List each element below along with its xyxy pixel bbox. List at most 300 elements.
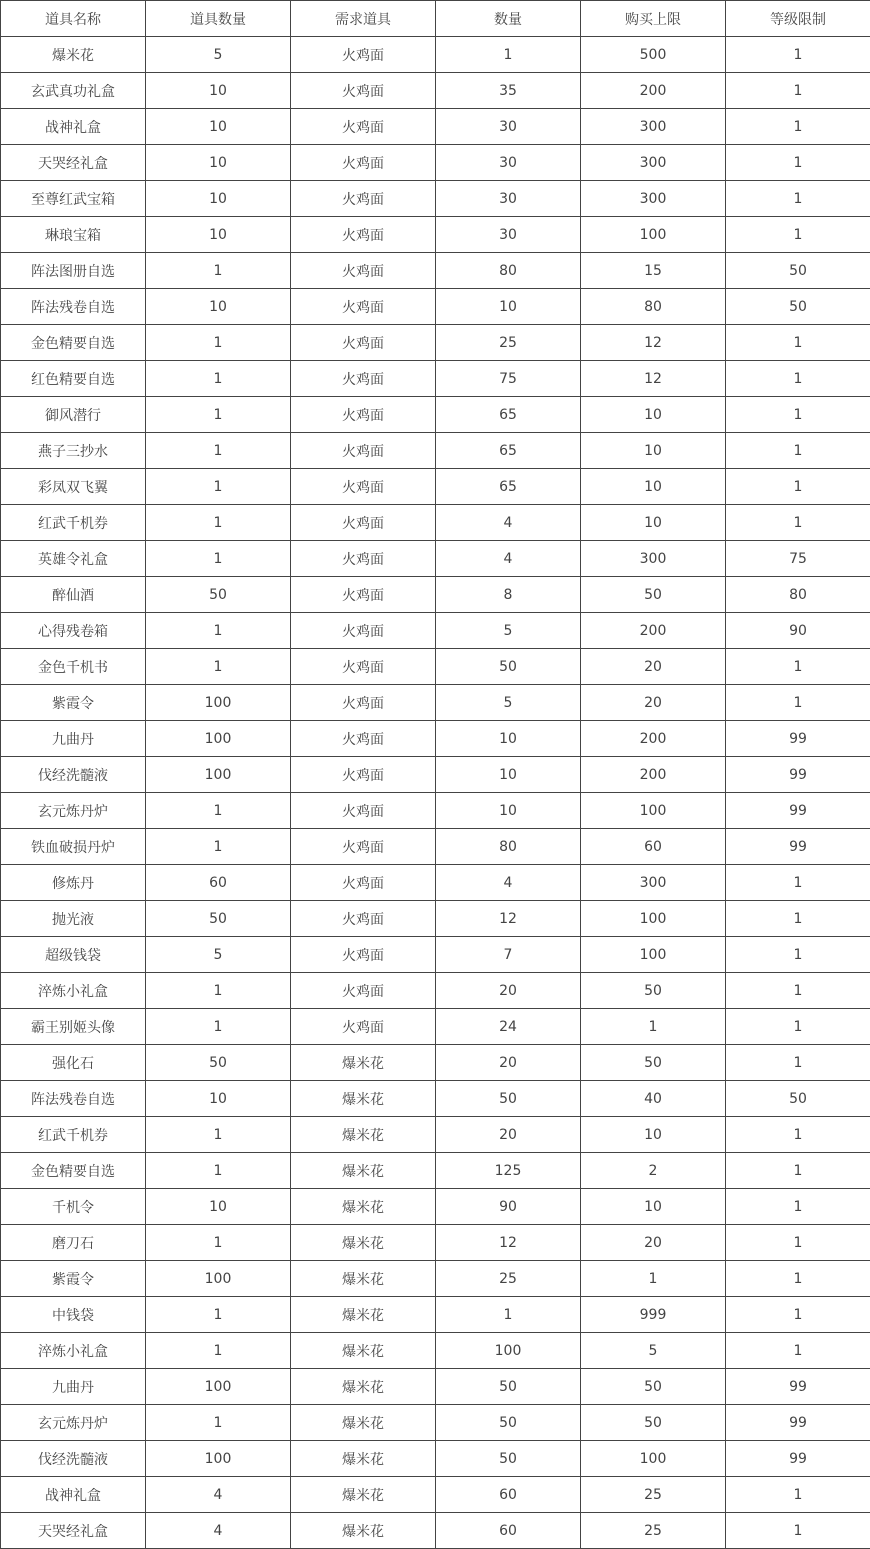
cell-item-quantity: 100 [146, 721, 291, 757]
cell-required-quantity: 20 [436, 973, 581, 1009]
cell-purchase-limit: 5 [581, 1333, 726, 1369]
cell-item-name: 红武千机券 [1, 505, 146, 541]
cell-item-name: 战神礼盒 [1, 1477, 146, 1513]
table-row [1, 325, 870, 361]
cell-purchase-limit: 200 [581, 721, 726, 757]
cell-level-requirement: 1 [726, 361, 870, 397]
cell-item-quantity: 1 [146, 361, 291, 397]
cell-item-name: 红武千机券 [1, 1117, 146, 1153]
cell-level-requirement: 1 [726, 901, 870, 937]
table-row [1, 505, 870, 541]
table-row [1, 973, 870, 1009]
cell-item-quantity: 10 [146, 1189, 291, 1225]
cell-level-requirement: 1 [726, 1333, 870, 1369]
cell-item-name: 磨刀石 [1, 1225, 146, 1261]
table-body [1, 37, 870, 1549]
cell-item-quantity: 4 [146, 1477, 291, 1513]
header-purchase-limit: 购买上限 [581, 1, 726, 37]
cell-purchase-limit: 40 [581, 1081, 726, 1117]
table-row [1, 1261, 870, 1297]
cell-purchase-limit: 10 [581, 1189, 726, 1225]
cell-purchase-limit: 300 [581, 181, 726, 217]
cell-required-item: 爆米花 [291, 1513, 436, 1549]
cell-required-quantity: 4 [436, 865, 581, 901]
cell-item-name: 金色千机书 [1, 649, 146, 685]
cell-purchase-limit: 12 [581, 361, 726, 397]
cell-level-requirement: 80 [726, 577, 870, 613]
cell-level-requirement: 1 [726, 217, 870, 253]
cell-level-requirement: 99 [726, 721, 870, 757]
cell-level-requirement: 1 [726, 145, 870, 181]
cell-level-requirement: 1 [726, 649, 870, 685]
cell-level-requirement: 1 [726, 1117, 870, 1153]
header-level-requirement: 等级限制 [726, 1, 870, 37]
cell-required-quantity: 4 [436, 541, 581, 577]
table-row [1, 217, 870, 253]
cell-required-quantity: 30 [436, 109, 581, 145]
table-row [1, 145, 870, 181]
cell-required-item: 火鸡面 [291, 685, 436, 721]
cell-item-name: 中钱袋 [1, 1297, 146, 1333]
cell-item-name: 阵法残卷自选 [1, 289, 146, 325]
cell-item-quantity: 1 [146, 1225, 291, 1261]
cell-purchase-limit: 1 [581, 1009, 726, 1045]
cell-required-quantity: 10 [436, 793, 581, 829]
cell-item-quantity: 1 [146, 397, 291, 433]
cell-required-item: 火鸡面 [291, 469, 436, 505]
cell-item-name: 醉仙酒 [1, 577, 146, 613]
cell-required-item: 火鸡面 [291, 109, 436, 145]
cell-item-quantity: 1 [146, 469, 291, 505]
cell-purchase-limit: 1 [581, 1261, 726, 1297]
cell-required-item: 爆米花 [291, 1225, 436, 1261]
cell-required-item: 火鸡面 [291, 397, 436, 433]
cell-level-requirement: 50 [726, 253, 870, 289]
cell-item-quantity: 100 [146, 685, 291, 721]
cell-required-item: 火鸡面 [291, 145, 436, 181]
cell-required-item: 爆米花 [291, 1405, 436, 1441]
table-row [1, 1225, 870, 1261]
cell-item-name: 战神礼盒 [1, 109, 146, 145]
cell-level-requirement: 1 [726, 109, 870, 145]
cell-item-quantity: 1 [146, 1117, 291, 1153]
table-row [1, 1333, 870, 1369]
cell-required-quantity: 12 [436, 1225, 581, 1261]
cell-item-name: 修炼丹 [1, 865, 146, 901]
cell-required-quantity: 60 [436, 1477, 581, 1513]
cell-level-requirement: 1 [726, 397, 870, 433]
cell-item-quantity: 1 [146, 253, 291, 289]
cell-required-quantity: 8 [436, 577, 581, 613]
cell-item-name: 金色精要自选 [1, 325, 146, 361]
cell-item-quantity: 1 [146, 1153, 291, 1189]
cell-required-item: 火鸡面 [291, 649, 436, 685]
cell-level-requirement: 99 [726, 1369, 870, 1405]
cell-item-name: 阵法图册自选 [1, 253, 146, 289]
cell-purchase-limit: 100 [581, 793, 726, 829]
cell-level-requirement: 1 [726, 1513, 870, 1549]
cell-item-name: 淬炼小礼盒 [1, 1333, 146, 1369]
table-row [1, 469, 870, 505]
cell-required-item: 火鸡面 [291, 289, 436, 325]
cell-required-item: 火鸡面 [291, 505, 436, 541]
cell-required-item: 火鸡面 [291, 181, 436, 217]
cell-purchase-limit: 80 [581, 289, 726, 325]
cell-level-requirement: 99 [726, 1441, 870, 1477]
cell-level-requirement: 1 [726, 1009, 870, 1045]
cell-required-quantity: 100 [436, 1333, 581, 1369]
cell-item-name: 天哭经礼盒 [1, 145, 146, 181]
cell-required-item: 火鸡面 [291, 865, 436, 901]
cell-required-item: 火鸡面 [291, 757, 436, 793]
cell-item-name: 天哭经礼盒 [1, 1513, 146, 1549]
table-row [1, 685, 870, 721]
cell-required-quantity: 50 [436, 649, 581, 685]
cell-item-name: 阵法残卷自选 [1, 1081, 146, 1117]
cell-purchase-limit: 100 [581, 217, 726, 253]
cell-required-item: 爆米花 [291, 1477, 436, 1513]
cell-purchase-limit: 25 [581, 1513, 726, 1549]
cell-required-quantity: 4 [436, 505, 581, 541]
cell-purchase-limit: 10 [581, 469, 726, 505]
cell-required-item: 火鸡面 [291, 253, 436, 289]
cell-item-quantity: 1 [146, 505, 291, 541]
cell-purchase-limit: 50 [581, 577, 726, 613]
table-row [1, 1405, 870, 1441]
cell-purchase-limit: 500 [581, 37, 726, 73]
table-row [1, 1297, 870, 1333]
table-row [1, 613, 870, 649]
table-row [1, 541, 870, 577]
cell-required-quantity: 50 [436, 1081, 581, 1117]
cell-purchase-limit: 200 [581, 73, 726, 109]
table-row [1, 1045, 870, 1081]
cell-required-item: 爆米花 [291, 1189, 436, 1225]
table-row [1, 721, 870, 757]
cell-item-name: 英雄令礼盒 [1, 541, 146, 577]
cell-required-quantity: 80 [436, 253, 581, 289]
cell-level-requirement: 1 [726, 73, 870, 109]
table-row [1, 37, 870, 73]
cell-item-quantity: 10 [146, 217, 291, 253]
cell-required-quantity: 90 [436, 1189, 581, 1225]
cell-required-quantity: 1 [436, 1297, 581, 1333]
cell-item-name: 玄元炼丹炉 [1, 793, 146, 829]
cell-purchase-limit: 12 [581, 325, 726, 361]
cell-item-quantity: 1 [146, 541, 291, 577]
cell-item-quantity: 50 [146, 1045, 291, 1081]
cell-required-item: 爆米花 [291, 1045, 436, 1081]
cell-item-quantity: 100 [146, 1441, 291, 1477]
cell-required-quantity: 10 [436, 757, 581, 793]
cell-purchase-limit: 2 [581, 1153, 726, 1189]
cell-level-requirement: 1 [726, 685, 870, 721]
cell-required-quantity: 24 [436, 1009, 581, 1045]
cell-required-quantity: 25 [436, 325, 581, 361]
cell-required-quantity: 12 [436, 901, 581, 937]
table-row [1, 109, 870, 145]
cell-item-quantity: 50 [146, 577, 291, 613]
cell-item-quantity: 1 [146, 829, 291, 865]
cell-level-requirement: 75 [726, 541, 870, 577]
header-required-quantity: 数量 [436, 1, 581, 37]
cell-item-name: 紫霞令 [1, 685, 146, 721]
cell-required-item: 火鸡面 [291, 541, 436, 577]
cell-level-requirement: 1 [726, 937, 870, 973]
cell-level-requirement: 1 [726, 505, 870, 541]
table-row [1, 1513, 870, 1549]
cell-purchase-limit: 15 [581, 253, 726, 289]
table-row [1, 865, 870, 901]
cell-item-quantity: 4 [146, 1513, 291, 1549]
cell-level-requirement: 1 [726, 1189, 870, 1225]
cell-required-quantity: 30 [436, 145, 581, 181]
table-row [1, 1477, 870, 1513]
cell-required-quantity: 10 [436, 721, 581, 757]
cell-purchase-limit: 10 [581, 1117, 726, 1153]
cell-item-quantity: 1 [146, 649, 291, 685]
cell-required-item: 火鸡面 [291, 937, 436, 973]
cell-required-quantity: 75 [436, 361, 581, 397]
cell-level-requirement: 1 [726, 973, 870, 1009]
cell-purchase-limit: 10 [581, 505, 726, 541]
cell-level-requirement: 50 [726, 1081, 870, 1117]
cell-purchase-limit: 300 [581, 109, 726, 145]
header-item-quantity: 道具数量 [146, 1, 291, 37]
cell-purchase-limit: 999 [581, 1297, 726, 1333]
cell-item-quantity: 60 [146, 865, 291, 901]
cell-required-item: 火鸡面 [291, 325, 436, 361]
cell-item-quantity: 1 [146, 1333, 291, 1369]
cell-level-requirement: 90 [726, 613, 870, 649]
table-row [1, 73, 870, 109]
cell-level-requirement: 1 [726, 1477, 870, 1513]
cell-required-item: 爆米花 [291, 1153, 436, 1189]
table-row [1, 1009, 870, 1045]
cell-item-quantity: 1 [146, 433, 291, 469]
cell-item-quantity: 10 [146, 109, 291, 145]
cell-level-requirement: 1 [726, 1153, 870, 1189]
cell-item-name: 至尊红武宝箱 [1, 181, 146, 217]
cell-item-name: 爆米花 [1, 37, 146, 73]
cell-purchase-limit: 10 [581, 397, 726, 433]
cell-item-name: 千机令 [1, 1189, 146, 1225]
cell-level-requirement: 1 [726, 325, 870, 361]
header-required-item: 需求道具 [291, 1, 436, 37]
cell-required-item: 火鸡面 [291, 721, 436, 757]
cell-level-requirement: 99 [726, 829, 870, 865]
table-row [1, 1117, 870, 1153]
cell-required-quantity: 30 [436, 181, 581, 217]
cell-item-quantity: 1 [146, 1297, 291, 1333]
cell-item-name: 九曲丹 [1, 721, 146, 757]
cell-required-quantity: 20 [436, 1117, 581, 1153]
cell-purchase-limit: 50 [581, 1405, 726, 1441]
table-row [1, 757, 870, 793]
cell-item-name: 彩凤双飞翼 [1, 469, 146, 505]
cell-purchase-limit: 10 [581, 433, 726, 469]
cell-required-quantity: 80 [436, 829, 581, 865]
cell-purchase-limit: 100 [581, 937, 726, 973]
cell-item-name: 抛光液 [1, 901, 146, 937]
cell-required-quantity: 7 [436, 937, 581, 973]
cell-required-item: 火鸡面 [291, 361, 436, 397]
cell-required-item: 爆米花 [291, 1369, 436, 1405]
cell-required-item: 爆米花 [291, 1081, 436, 1117]
table-row [1, 649, 870, 685]
cell-required-item: 火鸡面 [291, 37, 436, 73]
cell-item-name: 九曲丹 [1, 1369, 146, 1405]
cell-required-quantity: 60 [436, 1513, 581, 1549]
cell-required-item: 火鸡面 [291, 1009, 436, 1045]
cell-required-quantity: 5 [436, 685, 581, 721]
cell-purchase-limit: 200 [581, 757, 726, 793]
cell-required-quantity: 125 [436, 1153, 581, 1189]
cell-purchase-limit: 50 [581, 973, 726, 1009]
cell-item-name: 伐经洗髓液 [1, 1441, 146, 1477]
cell-required-item: 火鸡面 [291, 613, 436, 649]
cell-item-quantity: 10 [146, 1081, 291, 1117]
cell-item-name: 燕子三抄水 [1, 433, 146, 469]
cell-item-quantity: 5 [146, 37, 291, 73]
table-row [1, 433, 870, 469]
cell-level-requirement: 1 [726, 1261, 870, 1297]
cell-item-quantity: 1 [146, 1405, 291, 1441]
cell-item-quantity: 1 [146, 325, 291, 361]
cell-required-item: 火鸡面 [291, 829, 436, 865]
table-row [1, 181, 870, 217]
cell-required-item: 火鸡面 [291, 577, 436, 613]
table-header-row [1, 1, 870, 37]
table-row [1, 1369, 870, 1405]
table-row [1, 289, 870, 325]
cell-item-quantity: 1 [146, 613, 291, 649]
header-item-name: 道具名称 [1, 1, 146, 37]
cell-item-name: 玄武真功礼盒 [1, 73, 146, 109]
cell-required-item: 爆米花 [291, 1333, 436, 1369]
cell-item-name: 超级钱袋 [1, 937, 146, 973]
cell-level-requirement: 50 [726, 289, 870, 325]
cell-item-quantity: 1 [146, 973, 291, 1009]
cell-item-name: 铁血破损丹炉 [1, 829, 146, 865]
cell-purchase-limit: 300 [581, 145, 726, 181]
cell-required-quantity: 25 [436, 1261, 581, 1297]
cell-required-quantity: 50 [436, 1441, 581, 1477]
cell-item-quantity: 10 [146, 289, 291, 325]
cell-purchase-limit: 20 [581, 685, 726, 721]
table-row [1, 829, 870, 865]
cell-purchase-limit: 25 [581, 1477, 726, 1513]
cell-required-quantity: 20 [436, 1045, 581, 1081]
cell-required-item: 火鸡面 [291, 73, 436, 109]
cell-required-item: 爆米花 [291, 1297, 436, 1333]
cell-purchase-limit: 200 [581, 613, 726, 649]
table-row [1, 577, 870, 613]
cell-level-requirement: 1 [726, 433, 870, 469]
cell-required-item: 爆米花 [291, 1441, 436, 1477]
table-row [1, 901, 870, 937]
cell-item-name: 红色精要自选 [1, 361, 146, 397]
cell-item-quantity: 5 [146, 937, 291, 973]
table-row [1, 1081, 870, 1117]
cell-required-quantity: 10 [436, 289, 581, 325]
cell-item-name: 紫霞令 [1, 1261, 146, 1297]
cell-purchase-limit: 300 [581, 541, 726, 577]
cell-level-requirement: 1 [726, 1045, 870, 1081]
cell-level-requirement: 1 [726, 181, 870, 217]
cell-purchase-limit: 50 [581, 1045, 726, 1081]
cell-item-quantity: 10 [146, 181, 291, 217]
cell-item-quantity: 1 [146, 1009, 291, 1045]
cell-required-item: 爆米花 [291, 1117, 436, 1153]
cell-level-requirement: 1 [726, 1297, 870, 1333]
table-row [1, 361, 870, 397]
cell-level-requirement: 99 [726, 1405, 870, 1441]
cell-level-requirement: 1 [726, 865, 870, 901]
cell-required-item: 火鸡面 [291, 217, 436, 253]
cell-level-requirement: 1 [726, 469, 870, 505]
cell-level-requirement: 1 [726, 1225, 870, 1261]
cell-item-name: 淬炼小礼盒 [1, 973, 146, 1009]
cell-purchase-limit: 100 [581, 1441, 726, 1477]
cell-required-item: 火鸡面 [291, 973, 436, 1009]
table-row [1, 793, 870, 829]
cell-item-name: 琳琅宝箱 [1, 217, 146, 253]
cell-item-quantity: 100 [146, 757, 291, 793]
cell-item-name: 强化石 [1, 1045, 146, 1081]
table-row [1, 1189, 870, 1225]
cell-purchase-limit: 20 [581, 1225, 726, 1261]
cell-item-name: 玄元炼丹炉 [1, 1405, 146, 1441]
cell-required-quantity: 30 [436, 217, 581, 253]
table-row [1, 253, 870, 289]
table-row [1, 397, 870, 433]
cell-purchase-limit: 60 [581, 829, 726, 865]
cell-required-quantity: 5 [436, 613, 581, 649]
cell-level-requirement: 1 [726, 37, 870, 73]
cell-purchase-limit: 300 [581, 865, 726, 901]
cell-required-item: 火鸡面 [291, 433, 436, 469]
cell-required-item: 爆米花 [291, 1261, 436, 1297]
cell-item-quantity: 100 [146, 1369, 291, 1405]
table-row [1, 937, 870, 973]
cell-required-item: 火鸡面 [291, 901, 436, 937]
cell-required-quantity: 35 [436, 73, 581, 109]
cell-item-quantity: 1 [146, 793, 291, 829]
cell-item-quantity: 50 [146, 901, 291, 937]
cell-required-quantity: 65 [436, 469, 581, 505]
cell-item-name: 金色精要自选 [1, 1153, 146, 1189]
cell-item-name: 御风潜行 [1, 397, 146, 433]
cell-item-quantity: 10 [146, 145, 291, 181]
cell-item-name: 心得残卷箱 [1, 613, 146, 649]
cell-item-quantity: 10 [146, 73, 291, 109]
cell-required-quantity: 50 [436, 1369, 581, 1405]
cell-item-quantity: 100 [146, 1261, 291, 1297]
cell-purchase-limit: 100 [581, 901, 726, 937]
cell-item-name: 霸王别姬头像 [1, 1009, 146, 1045]
table-row [1, 1153, 870, 1189]
cell-level-requirement: 99 [726, 793, 870, 829]
cell-level-requirement: 99 [726, 757, 870, 793]
cell-purchase-limit: 20 [581, 649, 726, 685]
cell-required-quantity: 65 [436, 397, 581, 433]
cell-required-quantity: 65 [436, 433, 581, 469]
cell-required-quantity: 1 [436, 37, 581, 73]
cell-item-name: 伐经洗髓液 [1, 757, 146, 793]
cell-required-quantity: 50 [436, 1405, 581, 1441]
cell-purchase-limit: 50 [581, 1369, 726, 1405]
